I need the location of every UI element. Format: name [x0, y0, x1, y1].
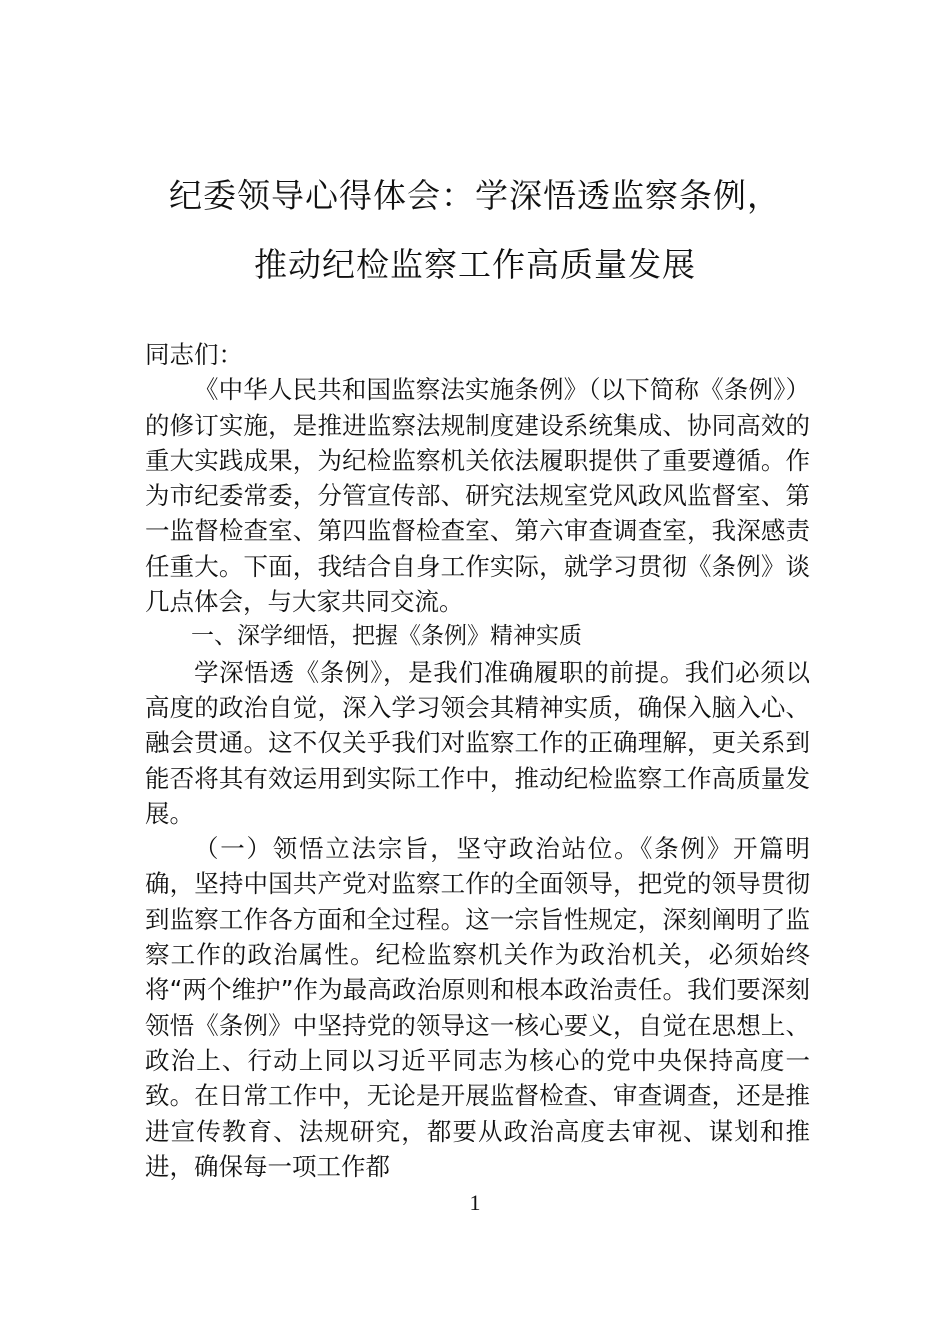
salutation: 同志们：	[145, 340, 243, 369]
document-title-line-1: 纪委领导心得体会：学深悟透监察条例，	[169, 176, 781, 215]
section-heading: 一、深学细悟，把握《条例》精神实质	[191, 623, 582, 650]
page-number: 1	[469, 1190, 481, 1215]
document-body	[145, 337, 810, 1184]
body-paragraph: 《中华人民共和国监察法实施条例》（以下简称《条例》）的修订实施，是推进监察法规制度建设系统集成、协同高效的重大实践成果，为纪检监察机关依法履职提供了重要遵循。作为市纪委常委，分管宣传部、研究法规室党风政风监督室、第一监督检查室、第四监督检查室、第六审查调查室，我深感责任重大。下面，我结合自身工作实际，就学习贯彻《条例》谈几点体会，与大家共同交流。	[145, 375, 810, 617]
document-title-line-2: 推动纪检监察工作高质量发展	[254, 245, 696, 284]
body-paragraph: （一）领悟立法宗旨，坚守政治站位。《条例》开篇明确，坚持中国共产党对监察工作的全面领导，把党的领导贯彻到监察工作各方面和全过程。这一宗旨性规定，深刻阐明了监察工作的政治属性。纪检监察机关作为政治机关，必须始终将“两个维护”作为最高政治原则和根本政治责任。我们要深刻领悟《条例》中坚持党的领导这一核心要义，自觉在思想上、政治上、行动上同以习近平同志为核心的党中央保持高度一致。在日常工作中，无论是开展监督检查、审查调查，还是推进宣传教育、法规研究，都要从政治高度去审视、谋划和推进，确保每一项工作都	[145, 834, 810, 1181]
body-paragraph: 学深悟透《条例》，是我们准确履职的前提。我们必须以高度的政治自觉，深入学习领会其精神实质，确保入脑入心、融会贯通。这不仅关乎我们对监察工作的正确理解，更关系到能否将其有效运用到实际工作中，推动纪检监察工作高质量发展。	[145, 657, 810, 828]
